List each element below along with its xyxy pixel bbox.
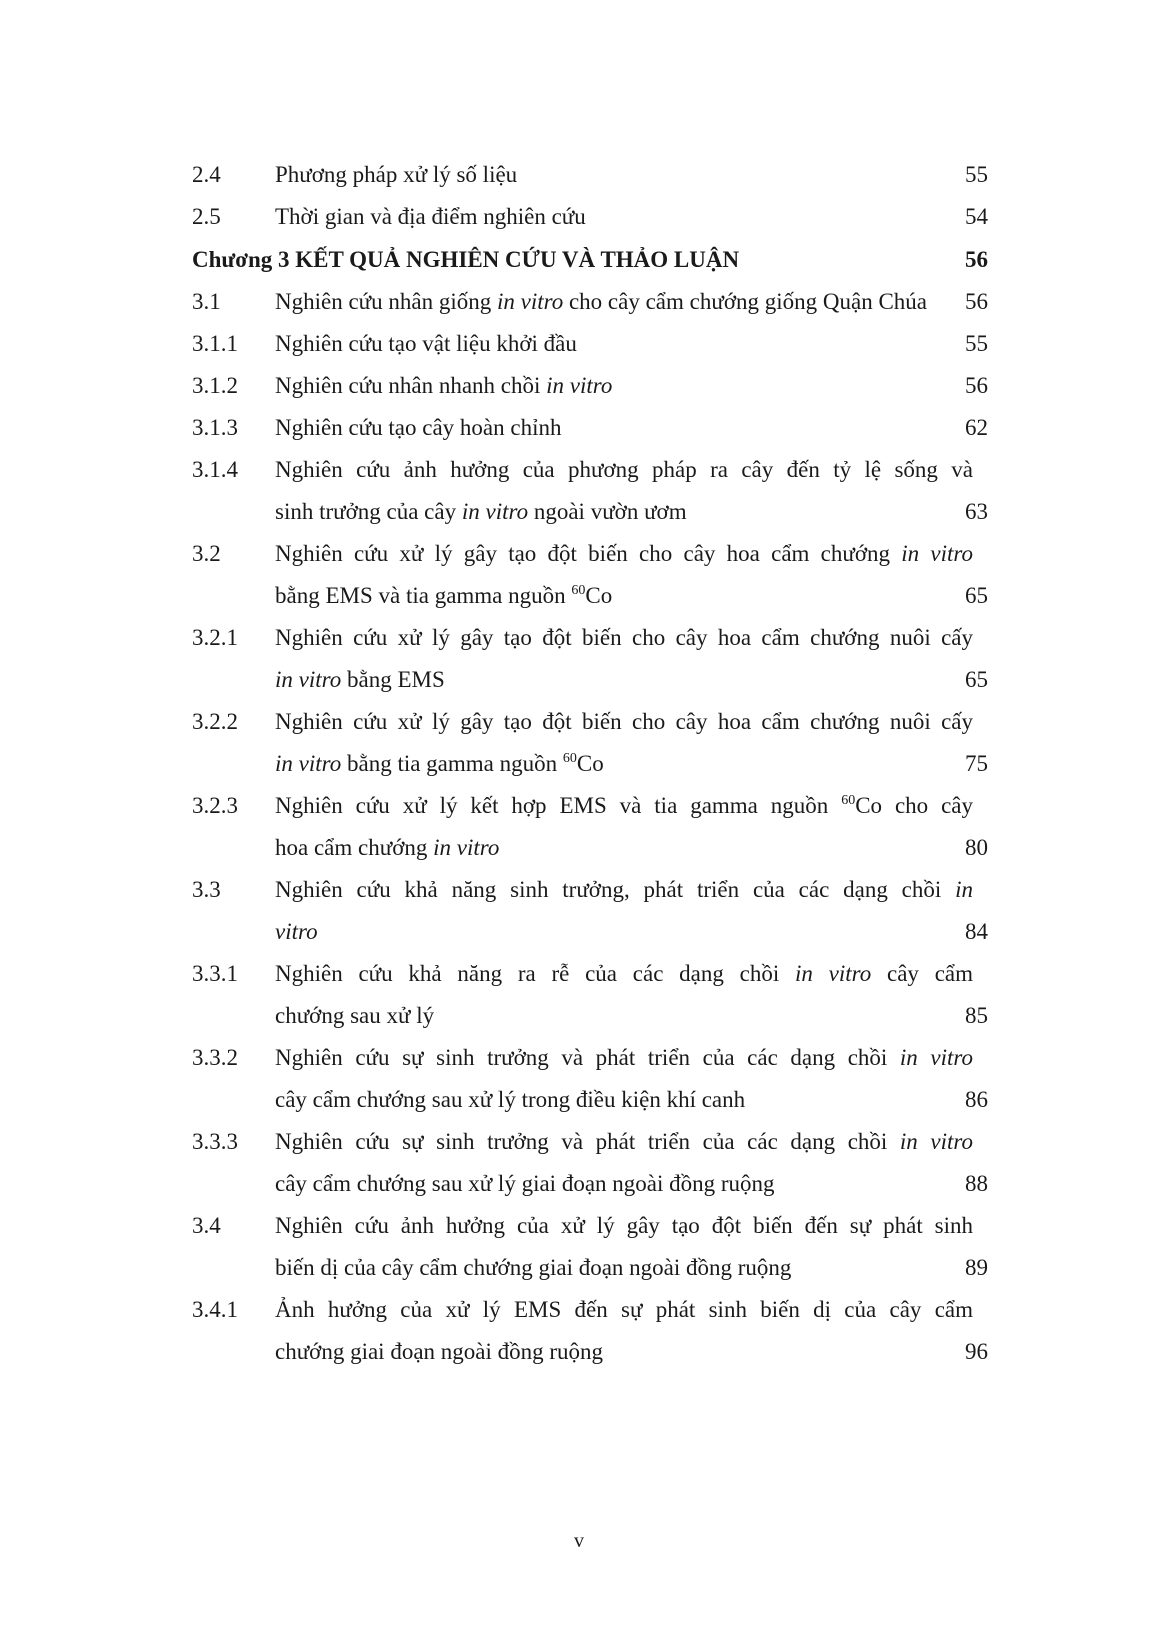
- toc-entry-title-line1: Nghiên cứu ảnh hưởng của phương pháp ra cây đến tỷ lệ sống và: [275, 457, 973, 482]
- toc-entry-page: 96: [965, 1339, 988, 1364]
- toc-entry-page: 65: [965, 667, 988, 692]
- toc-entry-title: Nghiên cứu nhân nhanh chồi in vitro: [275, 373, 613, 398]
- toc-entry-title: Nghiên cứu tạo cây hoàn chỉnh: [275, 415, 562, 440]
- toc-entry-title-line1: Nghiên cứu xử lý gây tạo đột biến cho cây hoa cẩm chướng in vitro: [275, 541, 973, 566]
- toc-entry-title-line1: Nghiên cứu sự sinh trưởng và phát triển của các dạng chồi in vitro: [275, 1129, 973, 1154]
- page-number-footer: v: [574, 1530, 584, 1552]
- toc-entry-title-line1: Nghiên cứu khả năng sinh trưởng, phát triển của các dạng chồi in: [275, 877, 973, 902]
- toc-entry-title: Phương pháp xử lý số liệu: [275, 162, 518, 187]
- toc-chapter-title: Chương 3 KẾT QUẢ NGHIÊN CỨU VÀ THẢO LUẬN: [192, 247, 740, 272]
- toc-entry-number: 2.4: [192, 162, 221, 187]
- toc-entry-title: Thời gian và địa điểm nghiên cứu: [275, 204, 586, 229]
- toc-entry-title-line2: chướng giai đoạn ngoài đồng ruộng: [275, 1339, 604, 1364]
- toc-entry-number: 3.3.1: [192, 961, 238, 986]
- toc-entry-title-line2: vitro: [275, 919, 318, 944]
- toc-entry-number: 3.1.1: [192, 331, 238, 356]
- toc-entry-number: 3.4: [192, 1213, 221, 1238]
- toc-entry-number: 3.2: [192, 541, 221, 566]
- toc-entry-number: 3.2.3: [192, 793, 238, 818]
- toc-entry-title-line1: Nghiên cứu khả năng ra rễ của các dạng chồi in vitro cây cẩm: [275, 961, 973, 986]
- toc-entry-title-line1: Nghiên cứu ảnh hưởng của xử lý gây tạo đột biến đến sự phát sinh: [275, 1213, 973, 1238]
- toc-entry-title-line2: cây cẩm chướng sau xử lý trong điều kiện khí canh: [275, 1087, 746, 1112]
- toc-entry-title-line1: Nghiên cứu xử lý gây tạo đột biến cho cây hoa cẩm chướng nuôi cấy: [275, 709, 973, 734]
- toc-entry-title-line2: in vitro bằng tia gamma nguồn $^{60}$Co: [275, 751, 604, 776]
- toc-entry-number: 3.1.4: [192, 457, 238, 482]
- toc-entry-page: 84: [965, 919, 988, 944]
- toc-chapter-page: 56: [965, 247, 988, 272]
- toc-entry-title-line1: Nghiên cứu sự sinh trưởng và phát triển của các dạng chồi in vitro: [275, 1045, 973, 1070]
- toc-entry-page: 89: [965, 1255, 988, 1280]
- toc-entry-page: 86: [965, 1087, 988, 1112]
- toc-entry-title-line2: sinh trưởng của cây in vitro ngoài vườn ươm: [275, 499, 687, 524]
- toc-entry-page: 88: [965, 1171, 988, 1196]
- toc-entry-number: 3.4.1: [192, 1297, 238, 1322]
- toc-entry-number: 3.2.2: [192, 709, 238, 734]
- toc-entry-page: 85: [965, 1003, 988, 1028]
- toc-entry-title-line2: in vitro bằng EMS: [275, 667, 445, 692]
- toc-entry-page: 55: [965, 162, 988, 187]
- toc-entry-title-line2: hoa cẩm chướng in vitro: [275, 835, 500, 860]
- toc-entry-title-line2: cây cẩm chướng sau xử lý giai đoạn ngoài đồng ruộng: [275, 1171, 775, 1196]
- toc-entry-number: 3.3.2: [192, 1045, 238, 1070]
- toc-entry-page: 75: [965, 751, 988, 776]
- toc-entry-title-line1: Ảnh hưởng của xử lý EMS đến sự phát sinh biến dị của cây cẩm: [275, 1297, 973, 1322]
- toc-entry-page: 80: [965, 835, 988, 860]
- toc-entry-page: 54: [965, 204, 988, 229]
- toc-entry-page: 56: [965, 289, 988, 314]
- toc-entry-page: 55: [965, 331, 988, 356]
- toc-entry-title-line2: chướng sau xử lý: [275, 1003, 435, 1028]
- toc-entry-number: 3.2.1: [192, 625, 238, 650]
- toc-entry-number: 3.1.3: [192, 415, 238, 440]
- toc-entry-page: 65: [965, 583, 988, 608]
- toc-entry-number: 2.5: [192, 204, 221, 229]
- toc-entry-title-line1: Nghiên cứu xử lý kết hợp EMS và tia gamma nguồn $^{60}$Co cho cây: [275, 793, 974, 818]
- toc-entry-title-line2: biến dị của cây cẩm chướng giai đoạn ngoài đồng ruộng: [275, 1255, 792, 1280]
- toc-entry-title-line1: Nghiên cứu xử lý gây tạo đột biến cho cây hoa cẩm chướng nuôi cấy: [275, 625, 973, 650]
- toc-entry-page: 63: [965, 499, 988, 524]
- toc-entry-title-line2: bằng EMS và tia gamma nguồn $^{60}$Co: [275, 583, 613, 608]
- toc-entry-number: 3.1: [192, 289, 221, 314]
- toc-entry-title: Nghiên cứu tạo vật liệu khởi đầu: [275, 331, 577, 356]
- toc-entry-number: 3.1.2: [192, 373, 238, 398]
- toc-entry-title: Nghiên cứu nhân giống in vitro cho cây cẩm chướng giống Quận Chúa: [275, 289, 927, 314]
- toc-entry-page: 56: [965, 373, 988, 398]
- toc-entry-number: 3.3.3: [192, 1129, 238, 1154]
- toc-entry-number: 3.3: [192, 877, 221, 902]
- toc-entry-page: 62: [965, 415, 988, 440]
